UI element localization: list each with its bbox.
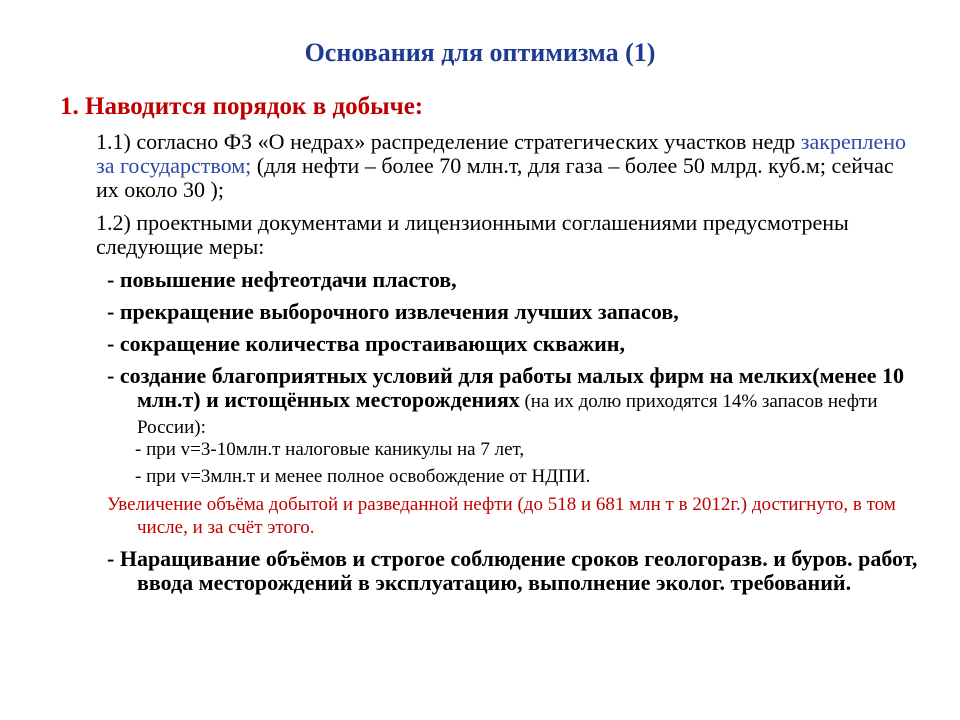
paragraph-1-1-part2: (для нефти – более 70 млн.т, для газа – более 50 млрд. куб.м; сейчас их около 30 ); — [96, 153, 894, 202]
result-note: Увеличение объёма добытой и разведанной нефти (до 518 и 681 млн т в 2012г.) достигнуто, в том числе, и за счёт этого. — [107, 494, 896, 538]
bullet-item-small-firms-main: - создание благоприятных условий для работы малых фирм на мелких(менее 10 млн.т) и истощённых месторождениях — [107, 363, 905, 412]
section-heading: 1. Наводится порядок в добыче: — [60, 93, 424, 120]
sub-item: - при v=3-10млн.т налоговые каникулы на 7 лет, — [135, 439, 525, 460]
slide-title: Основания для оптимизма (1) — [304, 38, 656, 67]
paragraph-1-2: 1.2) проектными документами и лицензионными соглашениями предусмотрены следующие меры: — [96, 210, 849, 259]
bullet-item-small-firms-extra: (на их долю приходятся 14% запасов нефти России): — [137, 391, 878, 438]
paragraph-1-1 — [96, 130, 916, 202]
paragraph-1-1-part1: 1.1) согласно ФЗ «О недрах» распределение стратегических участков недр — [96, 129, 801, 154]
bullet-item: - повышение нефтеотдачи пластов, — [107, 267, 457, 292]
sub-item: - при v=3млн.т и менее полное освобождение от НДПИ. — [135, 466, 591, 487]
bullet-item-final: - Наращивание объёмов и строгое соблюдение сроков геологоразв. и буров. работ, ввода месторождений в эксплуатацию, выполнение эколог. требований. — [107, 546, 918, 595]
paragraph-1-1-highlight: закреплено за государством; — [96, 129, 906, 178]
bullet-item: - прекращение выборочного извлечения лучших запасов, — [107, 299, 679, 324]
bullet-item: - сокращение количества простаивающих скважин, — [107, 331, 625, 356]
bullet-item-small-firms — [107, 364, 927, 440]
